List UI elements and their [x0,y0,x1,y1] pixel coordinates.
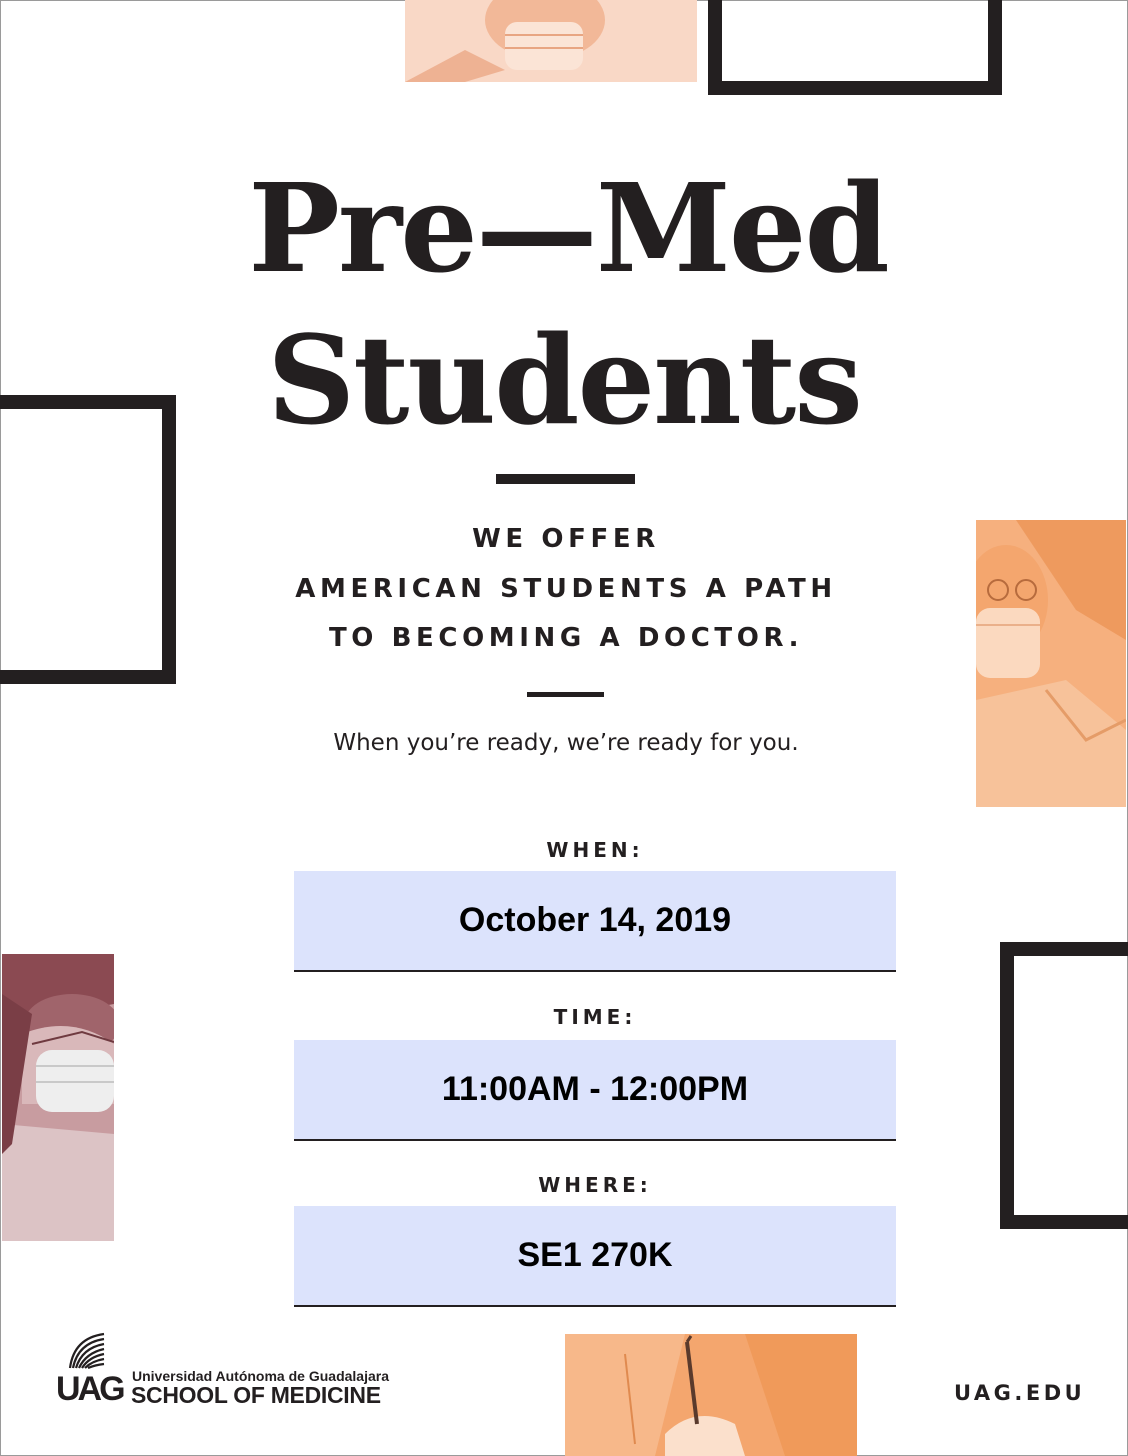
tagline: When you’re ready, we’re ready for you. [333,730,799,756]
title-divider [496,474,635,484]
offer-line-3: TO BECOMING A DOCTOR. [328,623,804,653]
where-value-box: SE1 270K [294,1206,896,1307]
offer-line-2: AMERICAN STUDENTS A PATH [295,574,837,604]
offer-line-1: WE OFFER [472,524,660,554]
offer-divider [527,692,604,697]
when-label: WHEN: [546,838,644,862]
photo-masked-student-left [2,954,114,1241]
page-title-line-2: Students [267,308,861,452]
logo-abbreviation: UAG [56,1370,123,1408]
time-value-box: 11:00AM - 12:00PM [294,1040,896,1141]
when-value-box: October 14, 2019 [294,871,896,972]
time-label: TIME: [553,1005,637,1029]
decorative-frame-right [1000,942,1128,1229]
photo-surgical-tool [565,1334,857,1456]
page-title-line-1: Pre—Med [248,156,888,300]
uag-logo [56,1328,416,1408]
website-link[interactable]: UAG.EDU [954,1381,1086,1405]
school-name: SCHOOL OF MEDICINE [131,1382,381,1408]
where-label: WHERE: [538,1173,652,1197]
photo-masked-student-top [405,0,697,82]
university-name: Universidad Autónoma de Guadalajara [132,1368,389,1384]
decorative-frame-top [708,0,1002,95]
